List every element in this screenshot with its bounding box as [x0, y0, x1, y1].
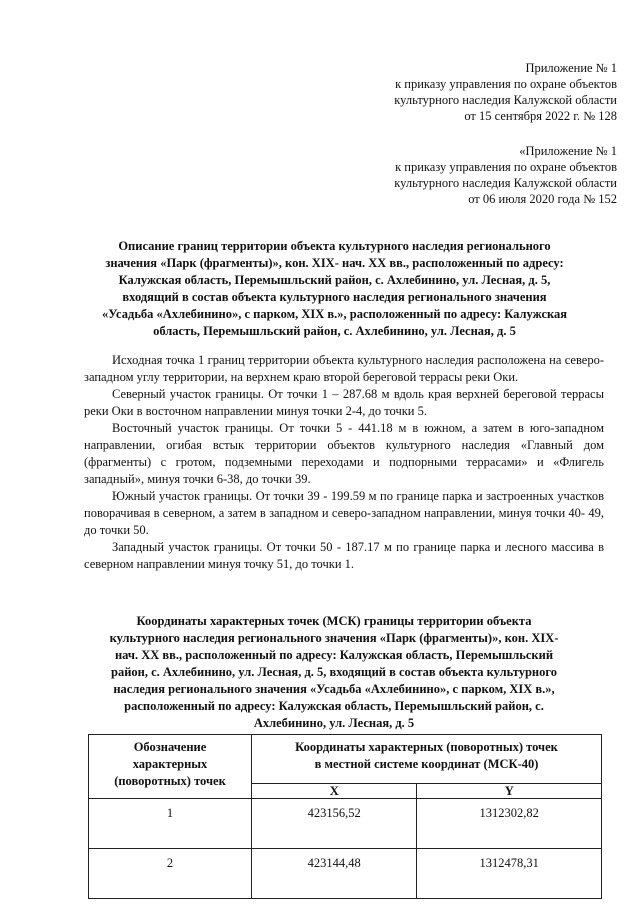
heading-line: входящий в состав объекта культурного наследия регионального значения [122, 290, 547, 304]
heading-line: расположенный по адресу: Калужская область, Перемышльский район, с. [124, 699, 544, 713]
annex-order-line: к приказу управления по охране объектов [395, 160, 617, 174]
header-text: Координаты характерных (поворотных) точек [295, 740, 558, 754]
heading-line: Координаты характерных точек (МСК) границы территории объекта [136, 614, 532, 628]
table-row [89, 849, 602, 899]
paragraph-east-section: Восточный участок границы. От точки 5 - 441.18 м в южном, а затем в юго-западном направлении, огибая встык территории объектов культурного наследия «Главный дом (фрагменты) с гротом, подземными переходами и подпорными террасами» и «Флигель западный», минуя точки 6-38, до точки 39. [84, 421, 604, 486]
annex-header-current [394, 60, 617, 124]
heading-line: наследия регионального значения «Усадьба «Ахлебинино», с парком, XIX в.», [113, 682, 555, 696]
boundary-description-body [84, 352, 604, 573]
paragraph-west-section: Западный участок границы. От точки 50 - 187.17 м по границе парка и лесного массива в северном направлении минуя точку 51, до точки 1. [84, 540, 604, 571]
cell-x: 423156,52 [252, 799, 417, 849]
cell-y: 1312478,31 [417, 849, 602, 899]
heading-line: Описание границ территории объекта культурного наследия регионального [118, 239, 551, 253]
annex-authority-line: культурного наследия Калужской области [394, 93, 617, 107]
header-text: характерных [132, 757, 208, 771]
boundary-description-heading [62, 238, 607, 340]
heading-line: район, с. Ахлебинино, ул. Лесная, д. 5, входящий в состав объекта культурного [111, 665, 557, 679]
header-text: Обозначение [133, 740, 207, 754]
paragraph-north-section: Северный участок границы. От точки 1 – 287.68 м вдоль края верхней береговой террасы реки Оки в восточном направлении минуя точки 2-4, до точки 5. [84, 387, 604, 418]
cell-y: 1312302,82 [417, 799, 602, 849]
cell-point: 1 [89, 799, 252, 849]
heading-line: область, Перемышльский район, с. Ахлебинино, ул. Лесная, д. 5 [153, 324, 516, 338]
paragraph-south-section: Южный участок границы. От точки 39 - 199.59 м по границе парка и застроенных участков поворачивая в северном, а затем в западном и северо-западном направлении, минуя точки 40- 49, до точки 50. [84, 489, 604, 537]
header-text: (поворотных) точек [114, 774, 226, 788]
cell-point: 2 [89, 849, 252, 899]
annex-header-previous [394, 143, 617, 207]
header-text: в местной системе координат (МСК-40) [314, 757, 539, 771]
cell-x: 423144,48 [252, 849, 417, 899]
annex-order-line: к приказу управления по охране объектов [395, 77, 617, 91]
header-x: X [252, 784, 417, 799]
heading-line: значения «Парк (фрагменты)», кон. XIX- нач. XX вв., расположенный по адресу: [105, 256, 564, 270]
header-coordinates [252, 735, 602, 784]
heading-line: «Усадьба «Ахлебинино», с парком, XIX в.», расположенный по адресу: Калужская [101, 307, 568, 321]
annex-title: «Приложение № 1 [519, 144, 617, 158]
annex-authority-line: культурного наследия Калужской области [394, 176, 617, 190]
coordinates-table [88, 734, 602, 899]
heading-line: Ахлебинино, ул. Лесная, д. 5 [253, 716, 415, 730]
table-header-row [89, 735, 602, 784]
header-y: Y [417, 784, 602, 799]
annex-date-line: от 06 июля 2020 года № 152 [468, 192, 617, 206]
coordinates-heading [64, 613, 604, 732]
annex-title: Приложение № 1 [525, 61, 617, 75]
heading-line: культурного наследия регионального значения «Парк (фрагменты)», кон. XIX- [109, 631, 559, 645]
header-point-designation [89, 735, 252, 799]
heading-line: Калужская область, Перемышльский район, с. Ахлебинино, ул. Лесная, д. 5, [118, 273, 551, 287]
table-row [89, 799, 602, 849]
heading-line: нач. XX вв., расположенный по адресу: Калужская область, Перемышльский [114, 648, 554, 662]
paragraph-start-point: Исходная точка 1 границ территории объекта культурного наследия расположена на северо-западном углу территории, на верхнем краю второй береговой террасы реки Оки. [84, 353, 604, 384]
annex-date-line: от 15 сентября 2022 г. № 128 [464, 109, 617, 123]
